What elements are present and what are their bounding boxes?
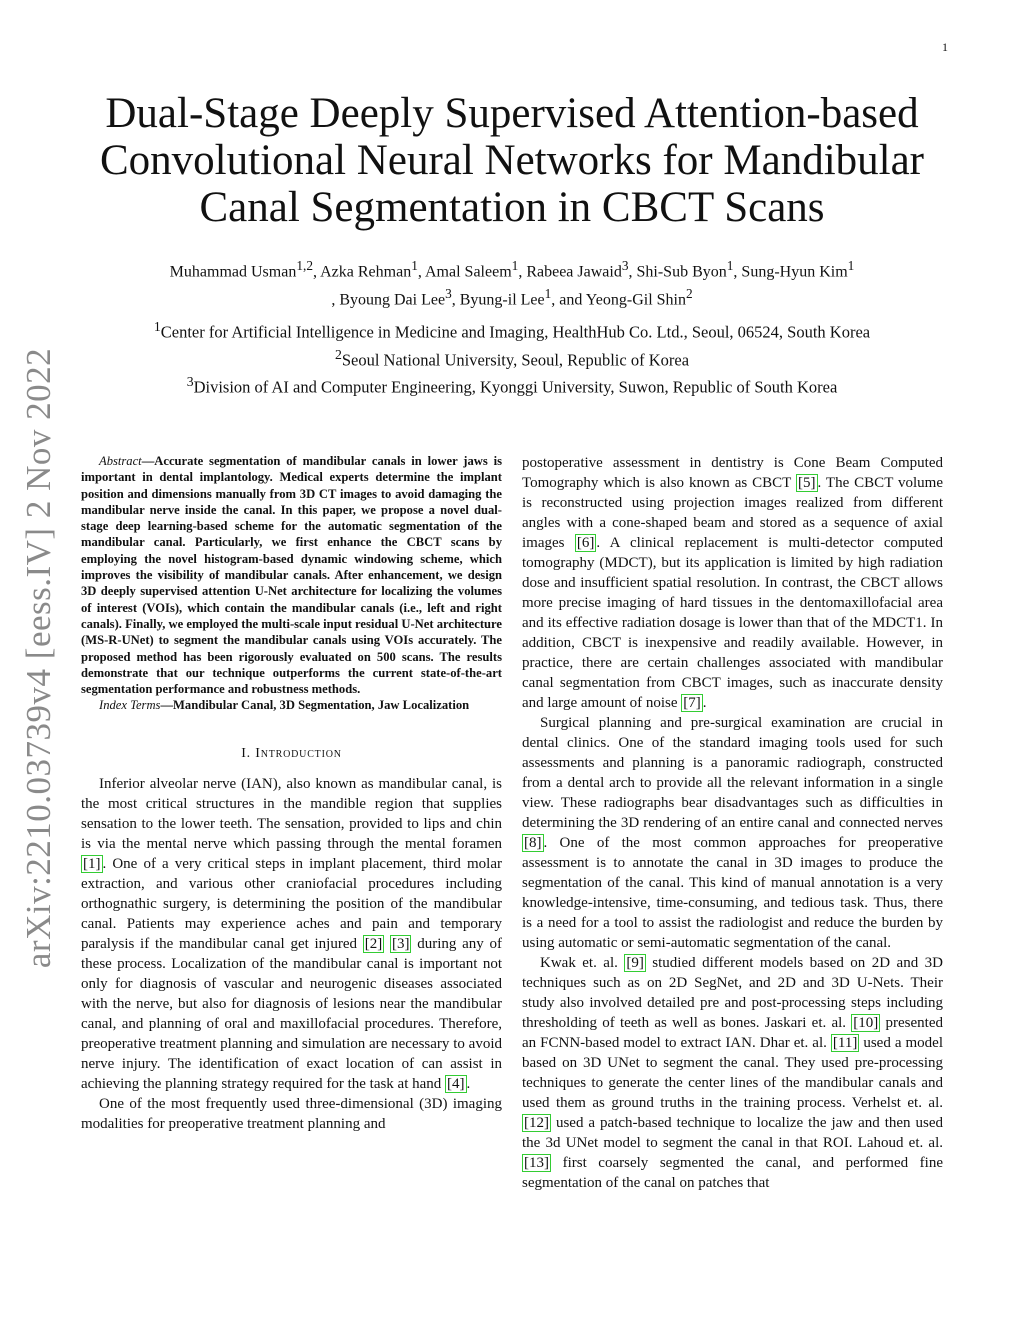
- citation-link[interactable]: [5]: [798, 475, 816, 491]
- arxiv-sidebar: [14, 347, 64, 969]
- citation-link[interactable]: [4]: [447, 1075, 465, 1092]
- citation-link[interactable]: [12]: [524, 1115, 549, 1131]
- paragraph: postoperative assessment in dentistry is Cone Beam Computed Tomography which is also known as CBCT [5] . The CBCT volume is reconstructed using projection images realized from different angles with a cone-shaped beam and stored as a sequence of axial images [6] . A clinical replacement is multi-detector computed tomography (MDCT), but its application is limited by high radiation dose and insufficient spatial resolution. In contrast, the CBCT allows more precise imaging of hard tissues in the dentomaxillofacial area and its effective radiation dosage is lower than that of the MDCT1. In addition, CBCT is inexpensive and readily available. However, in practice, there are certain challenges associated with mandibular canal segmentation from CBCT images, such as inaccurate density and large amount of noise [7] .: [522, 455, 944, 711]
- author: , Sung-Hyun Kim: [733, 263, 848, 281]
- author-list: [80, 255, 944, 312]
- affiliation: $^3$Division of AI and Computer Engineering, Kyonggi University, Suwon, Republic of South Korea: [186, 374, 838, 397]
- author-affiliation-mark: 1: [411, 258, 418, 273]
- right-column: [522, 453, 943, 1193]
- affiliation-list: [80, 316, 944, 399]
- author: , Byung-il Lee: [451, 291, 545, 309]
- paragraph: One of the most frequently used three-dimensional (3D) imaging modalities for preoperative treatment planning and: [81, 1095, 502, 1132]
- author-affiliation-mark: 2: [685, 286, 693, 302]
- author: , Amal Saleem: [417, 263, 512, 281]
- author: Muhammad Usman: [169, 263, 297, 281]
- citation-link[interactable]: [6]: [576, 535, 595, 551]
- author-affiliation-mark: 1: [847, 258, 855, 273]
- left-column: [81, 453, 502, 1134]
- author: , Byoung Dai Lee: [331, 291, 446, 309]
- author: , Shi-Sub Byon: [628, 263, 727, 281]
- abstract: Abstract—Accurate segmentation of mandibular canals in lower jaws is important in dental implantology. Medical experts determine the implant position and dimensions manually from 3D CT images to avoid damaging the mandibular nerve inside the canal. In this paper, we propose a novel dual-stage deep learning-based scheme for the automatic segmentation of the mandibular canal. Particularly, we first enhance the CBCT scans by employing the novel histogram-based dynamic windowing scheme, which improves the visibility of mandibular canals. After enhancement, we design 3D deeply supervised attention U-Net architecture for localizing the volumes of interest (VOIs), which contain the mandibular canals (i.e., left and right canals). Finally, we employed the multi-scale input residual U-Net architecture (MS-R-UNet) to segment the mandibular canals using VOIs accurately. The proposed method has been rigorously evaluated on 500 scans. The results demonstrate that our technique outperforms the current state-of-the-art segmentation performance and robustness methods.: [81, 454, 502, 697]
- citation-link[interactable]: [2]: [364, 935, 383, 952]
- paragraph: Kwak et. al. [9] studied different models based on 2D and 3D techniques such as on 2D SegNet, and 2D and 3D U-Nets. Their study also involved detailed pre and post-processing steps including thresholding of teeth as well as bones. Jaskari et. al. [10] presented an FCNN-based model to extract IAN. Dhar et. al. [11] used a model based on 3D UNet to segment the canal. They used pre-processing techniques to generate the center lines of the mandibular canals and used them as ground truths in the training process. Verhelst et. al. [12] used a patch-based technique to localize the jaw and then used the 3d UNet model to segment the canal in that ROI. Lahoud et. al. [13] first coarsely segmented the canal, and performed fine segmentation of the canal on patches that: [522, 955, 943, 1191]
- author-affiliation-mark: 1: [726, 258, 734, 273]
- affiliation: $^2$Seoul National University, Seoul, Republic of Korea: [334, 346, 690, 369]
- citation-link[interactable]: [13]: [524, 1155, 549, 1171]
- author-affiliation-mark: 1,2: [296, 258, 313, 273]
- citation-link[interactable]: [9]: [626, 955, 644, 971]
- paragraph: Surgical planning and pre-surgical examination are crucial in dental clinics. One of the standard imaging tools used for such assessments and planning is a panoramic radiograph, constructed from a dental arch to provide all the relevant information in a single view. These radiographs bear disadvantages such as difficulties in determining the 3D rendering of an entire canal and connected nerves [8] . One of the most common approaches for preoperative assessment is to annotate the canal in 3D images to produce the segmentation of the canal. This kind of manual annotation is a very knowledge-intensive, time-consuming, and tedious task. Thus, there is a need for a tool to assist the radiologist and reduce the burden by using automatic or semi-automatic segmentation of the canal.: [522, 715, 943, 951]
- section-heading-introduction: I. Introduction: [241, 745, 342, 761]
- paper-title: Dual-Stage Deeply Supervised Attention-based Convolutional Neural Networks for Mandibular Canal Segmentation in CBCT Scans: [100, 90, 924, 231]
- index-terms-text: Mandibular Canal, 3D Segmentation, Jaw Localization: [173, 698, 470, 713]
- author-affiliation-mark: 1: [511, 258, 519, 273]
- index-terms: Index Terms—Mandibular Canal, 3D Segmentation, Jaw Localization: [99, 698, 470, 713]
- index-terms-label: Index Terms: [99, 698, 161, 713]
- author-affiliation-mark: 1: [544, 286, 552, 302]
- affiliation: $^1$Center for Artificial Intelligence in Medicine and Imaging, HealthHub Co. Ltd., Seoul, 06524, South Korea: [153, 319, 871, 342]
- citation-link[interactable]: [11]: [832, 1035, 858, 1051]
- abstract-text: Accurate segmentation of mandibular canals in lower jaws is important in dental implantology. Medical experts determine the implant position and dimensions manually from 3D CT images to avoid damaging the mandibular nerve inside the canal. In this paper, we propose a novel dual-stage deep learning-based scheme for the automatic segmentation of the mandibular canal. Particularly, we first enhance the CBCT scans by employing the novel histogram-based dynamic windowing scheme, which improves the visibility of mandibular canals. After enhancement, we design 3D deeply supervised attention U-Net architecture for localizing the volumes of interest (VOIs), which contain the mandibular canals (i.e., left and right canals). Finally, we employed the multi-scale input residual U-Net architecture (MS-R-UNet) to segment the mandibular canals using VOIs accurately. The proposed method has been rigorously evaluated on 500 scans. The results demonstrate that our technique outperforms the current state-of-the-art segmentation performance and robustness methods.: [81, 454, 502, 697]
- citation-link[interactable]: [3]: [391, 935, 410, 952]
- citation-link[interactable]: [1]: [83, 855, 101, 872]
- author-affiliation-mark: 3: [445, 286, 452, 302]
- author: , and Yeong-Gil Shin: [551, 291, 686, 309]
- author-affiliation-mark: 3: [621, 258, 629, 273]
- citation-link[interactable]: [8]: [524, 835, 542, 851]
- citation-link[interactable]: [10]: [853, 1015, 879, 1031]
- arxiv-identifier[interactable]: arXiv:2210.03739v4 [eess.IV] 2 Nov 2022: [19, 347, 58, 969]
- paragraph: Inferior alveolar nerve (IAN), also known as mandibular canal, is the most critical structures in the mandible region that supplies sensation to the lower teeth. The sensation, provided to lips and chin is via the mental nerve which passing through the mental foramen [1] . One of a very critical steps in implant placement, third molar extraction, and various other craniofacial procedures including orthognathic surgery, is determining the position of the mandibular canal. Patients may experience aches and pain and temporary paralysis if the mandibular canal get injured [2] [3] during any of these process. Localization of the mandibular canal is important not only for diagnosis of vascular and neurogenic diseases associated with the nerve, but also for diagnosis of lesions near the mandibular canal, and planning of oral and maxillofacial procedures. Therefore, preoperative treatment planning and simulation are necessary to avoid nerve injury. The identification of exact location of can assist in achieving the planning strategy required for the task at hand [4] .: [81, 775, 503, 1092]
- abstract-label: Abstract: [99, 454, 142, 468]
- page-number: 1: [942, 40, 948, 54]
- author: , Azka Rehman: [313, 263, 412, 281]
- author: , Rabeea Jawaid: [518, 263, 622, 281]
- citation-link[interactable]: [7]: [683, 695, 701, 711]
